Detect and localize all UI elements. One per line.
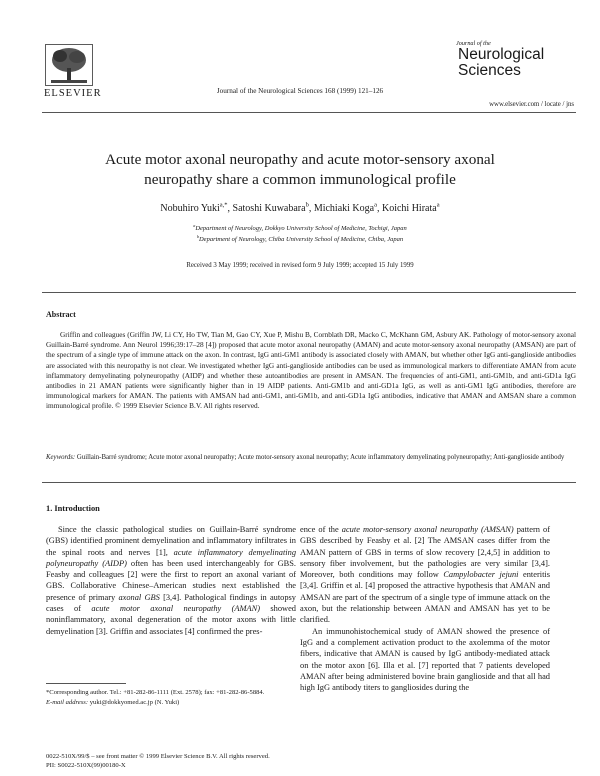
affiliation — [60, 233, 540, 243]
section-heading: 1. Introduction — [46, 504, 100, 513]
received-dates: Received 3 May 1999; received in revised form 9 July 1999; accepted 15 July 1999 — [186, 262, 414, 269]
publisher-name: ELSEVIER — [44, 88, 102, 99]
keywords-label: Keywords: — [46, 454, 76, 461]
article-title — [60, 150, 540, 190]
affiliation — [60, 222, 540, 232]
author-name: Nobuhiro Yuki — [160, 203, 220, 214]
author-name: Koichi Hirata — [381, 203, 437, 214]
abstract-text: Griffin and colleagues (Griffin JW, Li CY, Ho TW, Tian M, Gao CY, Xue P, Mishu B, Cornblath DR, Macko C, McKhann GM, Asbury AK. Pathology of motor-sensory axonal Guillain-Barré syndrome. Ann Neurol 1996;39:17–28 [4]) proposed that acute motor axonal neuropathy (AMAN) and acute motor-sensory axonal neuropathy (AMSAN) are part of the spectrum of a single type of immune attack on the axon. In contrast, IgG anti-GM1 antibody is associated closely with AMAN, but whether other IgG anti-ganglioside antibodies are associated with this neuropathy is not clear. We investigated whether IgG anti-ganglioside antibodies can be used as immunological markers to differentiate AMAN from acute inflammatory demyelinating polyneuropathy (AIDP) and whether these autoantibodies are present in AMSAN. The frequencies of anti-GM1, anti-GM1b, and anti-GD1a IgG antibodies in 21 AMAN patients were significantly higher than in 19 AIDP patients. Anti-GM1b and anti-GD1a IgG, as well as anti-GM1 IgG antibodies, therefore are immunological markers for AMAN. The patients with AMSAN had anti-GM1, anti-GM1b, and anti-GD1a IgG antibodies, indicative that AMAN and AMSAN share a common immunological profile. © 1999 Elsevier Science B.V. All rights reserved. — [46, 330, 576, 411]
title-line-2: neuropathy share a common immunological profile — [144, 171, 456, 188]
title-line-1: Acute motor axonal neuropathy and acute motor-sensory axonal — [105, 151, 495, 168]
footnote — [46, 688, 296, 707]
corresponding-author: *Corresponding author. Tel.: +81-282-86-1111 (Ext. 2578); fax: +81-282-86-5884. — [46, 689, 265, 696]
email-label: E-mail address: — [46, 698, 89, 706]
keywords — [46, 453, 576, 463]
pii-line: PII: S0022-510X(99)00180-X — [46, 762, 126, 769]
copyright-footer — [46, 752, 270, 770]
emphasis: axonal GBS — [118, 592, 160, 602]
text-run: [3,4]. Pathological findings in autopsy cases of — [46, 592, 296, 614]
author-name: Satoshi Kuwabara — [232, 203, 306, 214]
footnote-rule — [46, 683, 126, 684]
paragraph — [46, 524, 296, 637]
journal-url[interactable]: www.elsevier.com / locate / jns — [489, 101, 574, 108]
journal-brand — [452, 40, 574, 79]
author-sup: b — [305, 201, 309, 209]
email-line — [46, 698, 296, 708]
elsevier-tree-icon — [45, 44, 93, 86]
text-run: ence of the — [300, 525, 342, 534]
text-run: pattern of GBS described by Feasby et al. [2] The AMSAN cases differ from the AMAN pattern of GBS in terms of slow recovery [2,4,5] in addition to sensory fiber involvement, but the pathologies are very similar [3,4]. Moreover, both conditions may follow — [300, 525, 550, 580]
journal-citation: Journal of the Neurological Sciences 168 (1999) 121–126 — [216, 87, 384, 95]
abstract-top-rule — [42, 292, 576, 293]
journal-brand-line1: Neurological — [458, 46, 545, 63]
emphasis: Campylobacter jejuni — [443, 570, 519, 580]
journal-brand-line2: Sciences — [458, 62, 521, 79]
abstract-heading: Abstract — [46, 310, 76, 319]
text-run: often has been used interchangeably for GBS. Feasby and colleagues [2] were the first to report an axonal variant of GBS. Collaborative Chinese–American studies next established the presence of primary — [46, 558, 296, 602]
email-address[interactable]: yuki@dokkyomed.ac.jp (N. Yuki) — [89, 698, 180, 706]
text-run: enteritis [3,4]. Griffin et al. [4] proposed the attractive hypothesis that AMAN and AMSAN are part of the spectrum of a single type of immune attack on the axon, but the relationship between AMAN and AMSAN has yet to be clarified. — [300, 570, 550, 625]
affiliation-text: Department of Neurology, Dokkyo University School of Medicine, Tochigi, Japan — [195, 225, 407, 232]
issn-line: 0022-510X/99/$ – see front matter © 1999 Elsevier Science B.V. All rights reserved. — [46, 753, 270, 760]
affiliation-sup: a — [193, 222, 196, 228]
author-name: Michiaki Koga — [313, 203, 375, 214]
author-sup: a — [374, 201, 377, 209]
journal-brand-small: Journal of the — [456, 40, 491, 47]
text-run: showed noninflammatory, axonal degeneration of the motor axons with little demyelination [3]. Griffin and associates [4] confirmed the pres- — [46, 604, 296, 636]
emphasis: acute inflammatory demyelinating polyneuropathy (AIDP) — [46, 547, 297, 568]
author-list: Nobuhiro Yuki$^{a,*}$, Satoshi Kuwabara$^b$, Michiaki Koga$^a$, Koichi Hirata$^a$ — [160, 201, 440, 214]
paragraph: An immunohistochemical study of AMAN showed the presence of IgG and a complement activation product to the axolemma of the motor fibers, indicative that AMAN is caused by IgG antibody-mediated attack on the motor axon [6]. Illa et al. [7] reported that 7 patients developed AMAN after being administered bovine brain ganglioside and that all had high IgG antibody titers to gangliosides during the — [300, 626, 550, 693]
emphasis: acute motor-sensory axonal neuropathy (AMSAN) — [341, 525, 514, 534]
keywords-text: Guillain-Barré syndrome; Acute motor axonal neuropathy; Acute motor-sensory axonal neuropathy; Acute inflammatory demyelinating polyneuropathy; Anti-ganglioside antibody — [76, 454, 565, 461]
header-rule — [42, 112, 576, 113]
emphasis: acute motor axonal neuropathy (AMAN) — [91, 604, 261, 614]
abstract-bottom-rule — [42, 482, 576, 483]
affiliation-text: Department of Neurology, Chiba University School of Medicine, Chiba, Japan — [198, 236, 404, 243]
author-sup: a — [436, 201, 440, 209]
text-run: Since the classic pathological studies on Guillain-Barré syndrome (GBS) identified prominent demyelination and inflammatory infiltrates in the spinal roots and nerves [1], — [46, 525, 296, 557]
body-column-left — [46, 524, 296, 637]
paragraph — [300, 524, 550, 626]
author-sup: a,* — [219, 201, 228, 209]
body-column-right — [300, 524, 550, 693]
affiliation-sup: b — [196, 233, 199, 239]
